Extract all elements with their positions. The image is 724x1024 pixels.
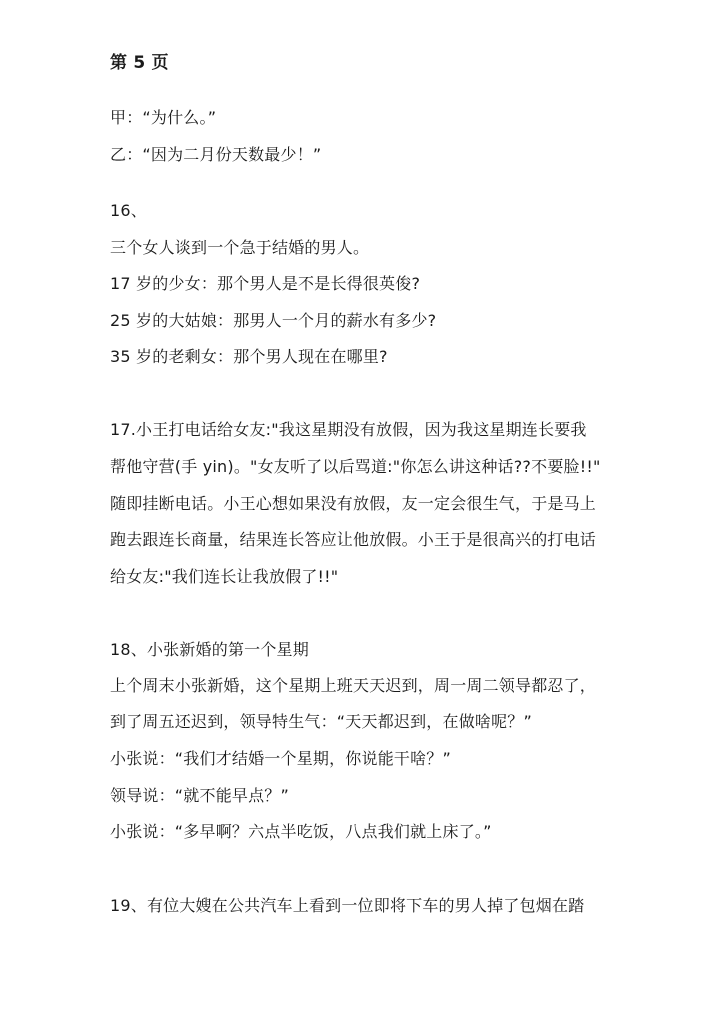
- text-line: 小张说：“多早啊？六点半吃饭，八点我们就上床了。”: [110, 822, 492, 841]
- text-line: 17 岁的少女：那个男人是不是长得很英俊?: [110, 274, 421, 293]
- text-line: 25 岁的大姑娘：那男人一个月的薪水有多少?: [110, 311, 437, 330]
- text-line: 上个周末小张新婚，这个星期上班天天迟到，周一周二领导都忍了，: [110, 676, 597, 695]
- text-line: 帮他守营(手 yin)。"女友听了以后骂道:"你怎么讲这种话??不要脸!!": [110, 457, 601, 476]
- page-title: 第 5 页: [110, 53, 169, 73]
- text-line: 随即挂断电话。小王心想如果没有放假，友一定会很生气，于是马上: [110, 494, 597, 513]
- text-line: 甲：“为什么。”: [110, 108, 217, 127]
- text-line: 35 岁的老剩女：那个男人现在在哪里?: [110, 347, 388, 366]
- text-line: 17.小王打电话给女友:"我这星期没有放假，因为我这星期连长要我: [110, 420, 587, 439]
- text-line: 三个女人谈到一个急于结婚的男人。: [110, 238, 370, 257]
- text-line: 19、有位大嫂在公共汽车上看到一位即将下车的男人掉了包烟在踏: [110, 896, 585, 915]
- text-line: 跑去跟连长商量，结果连长答应让他放假。小王于是很高兴的打电话: [110, 530, 597, 549]
- text-line: 给女友:"我们连长让我放假了!!": [110, 567, 339, 586]
- text-line: 到了周五还迟到，领导特生气：“天天都迟到，在做啥呢？”: [110, 712, 532, 731]
- text-line: 领导说：“就不能早点？”: [110, 786, 289, 805]
- text-line: 乙：“因为二月份天数最少！”: [110, 145, 322, 164]
- text-line: 18、小张新婚的第一个星期: [110, 640, 309, 659]
- text-line: 16、: [110, 201, 147, 220]
- text-line: 小张说：“我们才结婚一个星期，你说能干啥？”: [110, 749, 451, 768]
